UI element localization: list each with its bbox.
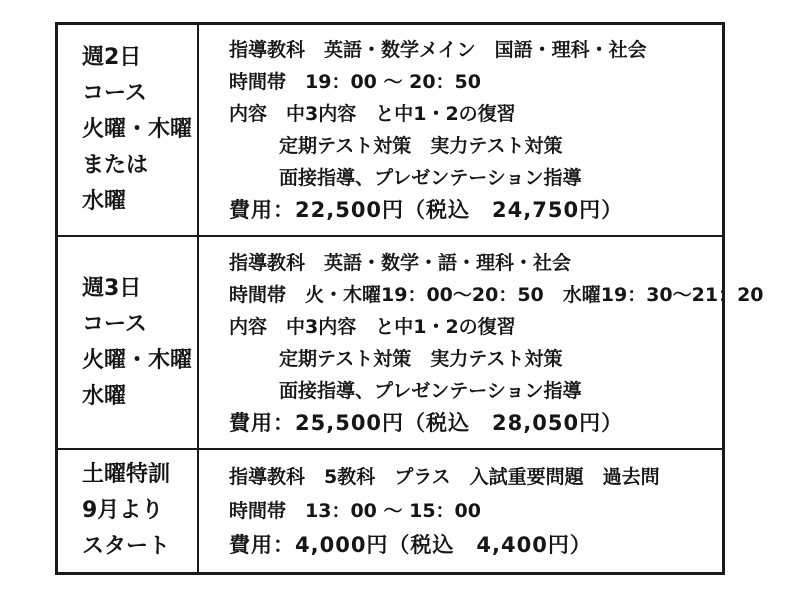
- course-table: [55, 22, 764, 575]
- subjects-line: 指導教科 英語・数学・語・理科・社会: [229, 251, 572, 274]
- time-slot-line: 時間帯 19：00 ～ 20：50: [229, 71, 481, 93]
- price-line: 費用：25,500円（税込 28,050円）: [229, 410, 624, 435]
- course-name-cell-saturday: [58, 450, 199, 572]
- subjects-line: 指導教科 5教科 プラス 入試重要問題 過去問: [229, 466, 660, 488]
- table-row-week3-course: [58, 237, 764, 450]
- course-name-line: スタート: [82, 534, 171, 559]
- subjects-line: 指導教科 英語・数学メイン 国語・理科・社会: [229, 39, 647, 61]
- content-line: 面接指導、プレゼンテーション指導: [279, 379, 582, 402]
- table-row-week2-course: [58, 25, 722, 237]
- price-line: 費用：4,000円（税込 4,400円）: [229, 533, 592, 557]
- course-name-line: コース: [82, 81, 147, 106]
- course-name-cell-week2: [58, 25, 199, 235]
- course-details-cell-week3: [199, 237, 764, 448]
- content-line: 内容 中3内容 と中1・2の復習: [229, 315, 516, 338]
- time-slot-line: 時間帯 13：00 ～ 15：00: [229, 500, 481, 522]
- course-details-cell-week2: [199, 25, 722, 235]
- course-name-line: 週3日: [82, 275, 142, 301]
- course-details-cell-saturday: [199, 450, 722, 572]
- table-row-saturday-special: [58, 450, 722, 572]
- course-name-line: 水曜: [82, 383, 127, 409]
- course-name-line: 水曜: [82, 189, 127, 214]
- course-name-line: 土曜特訓: [82, 462, 171, 487]
- content-line: 定期テスト対策 実力テスト対策: [279, 135, 563, 157]
- content-line: 面接指導、プレゼンテーション指導: [279, 167, 582, 189]
- content-line: 定期テスト対策 実力テスト対策: [279, 347, 563, 370]
- course-name-line: コース: [82, 311, 147, 337]
- course-name-line: 週2日: [82, 45, 142, 70]
- course-name-line: 火曜・木曜: [82, 117, 193, 142]
- course-name-line: または: [82, 153, 149, 178]
- price-line: 費用：22,500円（税込 24,750円）: [229, 198, 624, 222]
- course-name-cell-week3: [58, 237, 199, 448]
- course-name-line: 9月より: [82, 498, 164, 523]
- content-line: 内容 中3内容 と中1・2の復習: [229, 103, 516, 125]
- time-slot-line: 時間帯 火・木曜19：00～20：50 水曜19：30～21：20: [229, 283, 764, 306]
- course-name-line: 火曜・木曜: [82, 347, 193, 373]
